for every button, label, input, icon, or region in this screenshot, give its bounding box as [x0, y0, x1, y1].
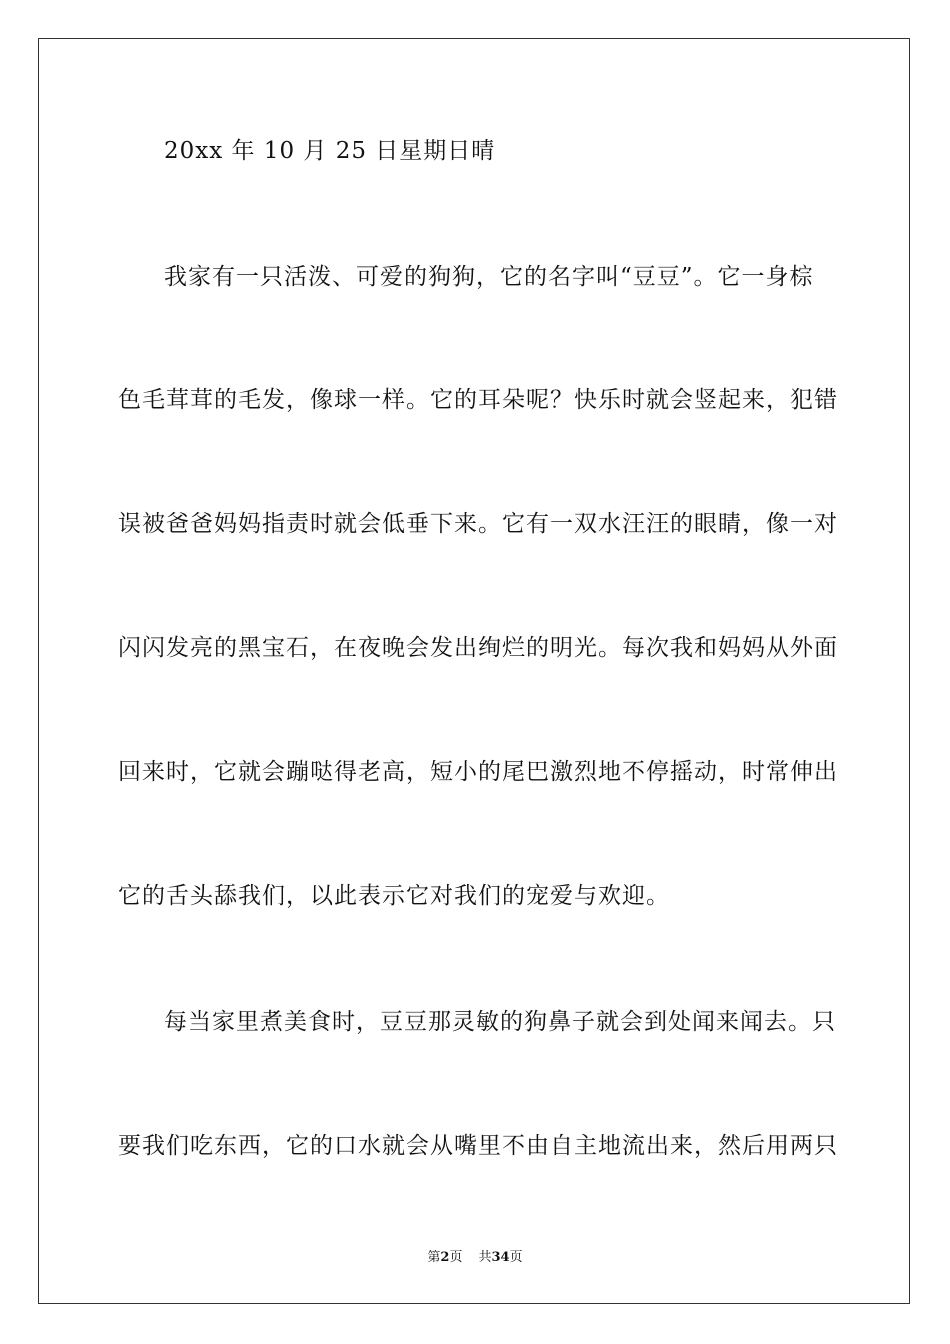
paragraph-line: 误被爸爸妈妈指责时就会低垂下来。它有一双水汪汪的眼睛，像一对	[118, 511, 838, 537]
paragraph-line: 要我们吃东西，它的口水就会从嘴里不由自主地流出来，然后用两只	[118, 1133, 838, 1159]
total-suffix: 页	[509, 1250, 523, 1265]
paragraph-line: 每当家里煮美食时，豆豆那灵敏的狗鼻子就会到处闻来闻去。只	[164, 1009, 836, 1035]
page-suffix: 页	[449, 1250, 463, 1265]
paragraph-line: 色毛茸茸的毛发，像球一样。它的耳朵呢？快乐时就会竖起来，犯错	[118, 387, 838, 413]
paragraph-line: 闪闪发亮的黑宝石，在夜晚会发出绚烂的明光。每次我和妈妈从外面	[118, 635, 838, 661]
paragraph-line: 它的舌头舔我们，以此表示它对我们的宠爱与欢迎。	[118, 883, 670, 909]
paragraph-line: 我家有一只活泼、可爱的狗狗，它的名字叫“豆豆”。它一身棕	[164, 264, 814, 290]
total-prefix: 共	[478, 1250, 492, 1265]
paragraph-line: 回来时，它就会蹦哒得老高，短小的尾巴激烈地不停摇动，时常伸出	[118, 759, 838, 785]
page-number: 2	[440, 1250, 450, 1265]
page-prefix: 第	[427, 1250, 441, 1265]
total-pages: 34	[491, 1250, 510, 1265]
page-footer	[0, 1250, 950, 1266]
page-border	[38, 38, 910, 1304]
date-weather-line: 20xx 年 10 月 25 日星期日晴	[164, 138, 496, 164]
